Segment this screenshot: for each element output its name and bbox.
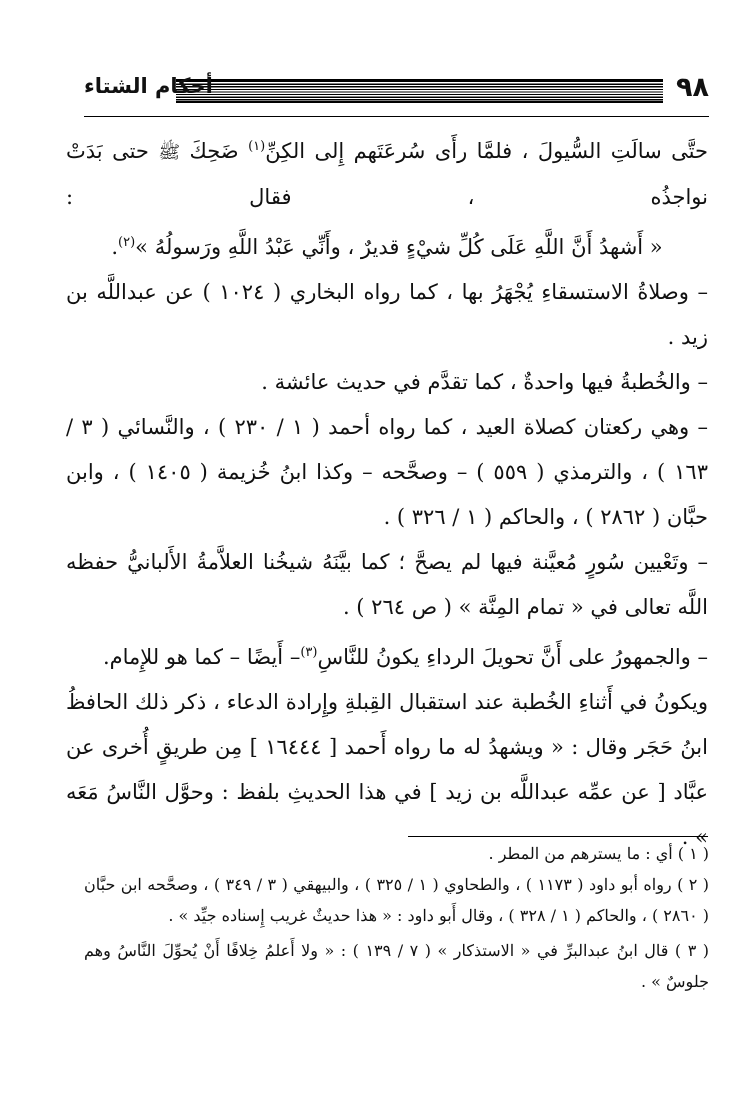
salla-ligature: ﷺ xyxy=(158,142,181,163)
paragraph-1 xyxy=(66,124,708,220)
header-rule xyxy=(84,116,709,117)
page-header xyxy=(84,70,709,114)
paragraph-7-text-a: – والجمهورُ على أَنَّ تحويلَ الرداءِ يكونُ للنَّاسِ xyxy=(317,645,708,669)
paragraph-1-text-b: ضَحِكَ xyxy=(180,139,249,163)
running-title: أحكام الشتاء xyxy=(84,74,213,98)
paragraph-5: – وهي ركعتان كصلاة العيد ، كما رواه أحمد ( ١ / ٢٣٠ ) ، والنَّسائي ( ٣ / ١٦٣ ) ، والترمذي ( ٥٥٩ ) – وصحَّحه – وكذا ابنُ خُزيمة ( ١٤٠٥ ) ، وابن حبَّان ( ٢٨٦٢ ) ، والحاكم ( ١ / ٣٢٦ ) . xyxy=(66,415,708,529)
paragraph-8: ويكونُ في أَثناءِ الخُطبة عند استقبال القِبلةِ وإِرادة الدعاء ، ذكر ذلك الحافظُ ابنُ حَجَر وقال : « ويشهدُ له ما رواه أَحمد [ ١٦٤٤٤ ] مِن طريقٍ أُخرى عن عبَّاد [ عن عمِّه عبداللَّه بن زيد ] في هذا الحديثِ بلفظ : وحوَّل النَّاسُ مَعَه » . xyxy=(66,690,708,849)
paragraph-1-text-c: حتى بَدَتْ نواجذُه ، فقال : xyxy=(66,139,708,209)
footnote-ref-3: (٣) xyxy=(300,645,318,660)
paragraph-2-text-a: « أَشهدُ أَنَّ اللَّهِ عَلَى كُلِّ شيْءٍ قديرٌ ، وأَنِّي عَبْدُ اللَّهِ ورَسولُهُ » xyxy=(135,235,663,259)
footnote-ref-1: (١) xyxy=(248,139,266,154)
page-number: ٩٨ xyxy=(676,72,709,103)
footnotes xyxy=(84,838,709,997)
footnote-separator xyxy=(408,836,708,837)
footnote-ref-2: (٢) xyxy=(118,235,136,250)
paragraph-3: – وصلاةُ الاستسقاءِ يُجْهَرُ بها ، كما رواه البخاري ( ١٠٢٤ ) عن عبداللَّه بن زيد . xyxy=(66,280,708,349)
paragraph-2-text-b: . xyxy=(111,235,119,259)
footnote-2: ( ٢ ) رواه أبو داود ( ١١٧٣ ) ، والطحاوي ( ١ / ٣٢٥ ) ، والبيهقي ( ٣ / ٣٤٩ ) ، وصحَّحه ابن حبَّان ( ٢٨٦٠ ) ، والحاكم ( ١ / ٣٢٨ ) ، وقال أَبو داود : « هذا حديثٌ غريب إِسناده جيِّد » . xyxy=(84,875,710,925)
paragraph-6: – وتَعْيين سُورٍ مُعيَّنة فيها لم يصحَّ ؛ كما بيَّنَهُ شيخُنا العلاَّمةُ الأَلبانيُّ حفظه اللَّه تعالى في « تمام المِنَّة » ( ص ٢٦٤ ) . xyxy=(66,550,708,619)
paragraph-4: – والخُطبةُ فيها واحدةٌ ، كما تقدَّم في حديث عائشة . xyxy=(261,370,708,394)
paragraph-7 xyxy=(66,630,708,680)
footnote-3: ( ٣ ) قال ابنُ عبدالبرِّ في « الاستذكار » ( ٧ / ١٣٩ ) : « ولا أَعلمُ خِلافًا أَنْ يُحوِّلَ النَّاسُ وهم جلوسٌ » . xyxy=(84,941,710,991)
paragraph-1-text-a: حتَّى سالَتِ السُّيولَ ، فلمَّا رأَى سُرعَتَهم إِلى الكِنِّ xyxy=(265,139,709,163)
paragraph-7-text-b: – أَيضًا – كما هو للإِمام. xyxy=(102,645,301,669)
paragraph-2 xyxy=(66,220,708,270)
footnote-1: ( ١ ) أي : ما يسترهم من المطر . xyxy=(488,844,709,863)
main-text xyxy=(66,124,708,860)
header-ornament-bar xyxy=(176,79,663,103)
